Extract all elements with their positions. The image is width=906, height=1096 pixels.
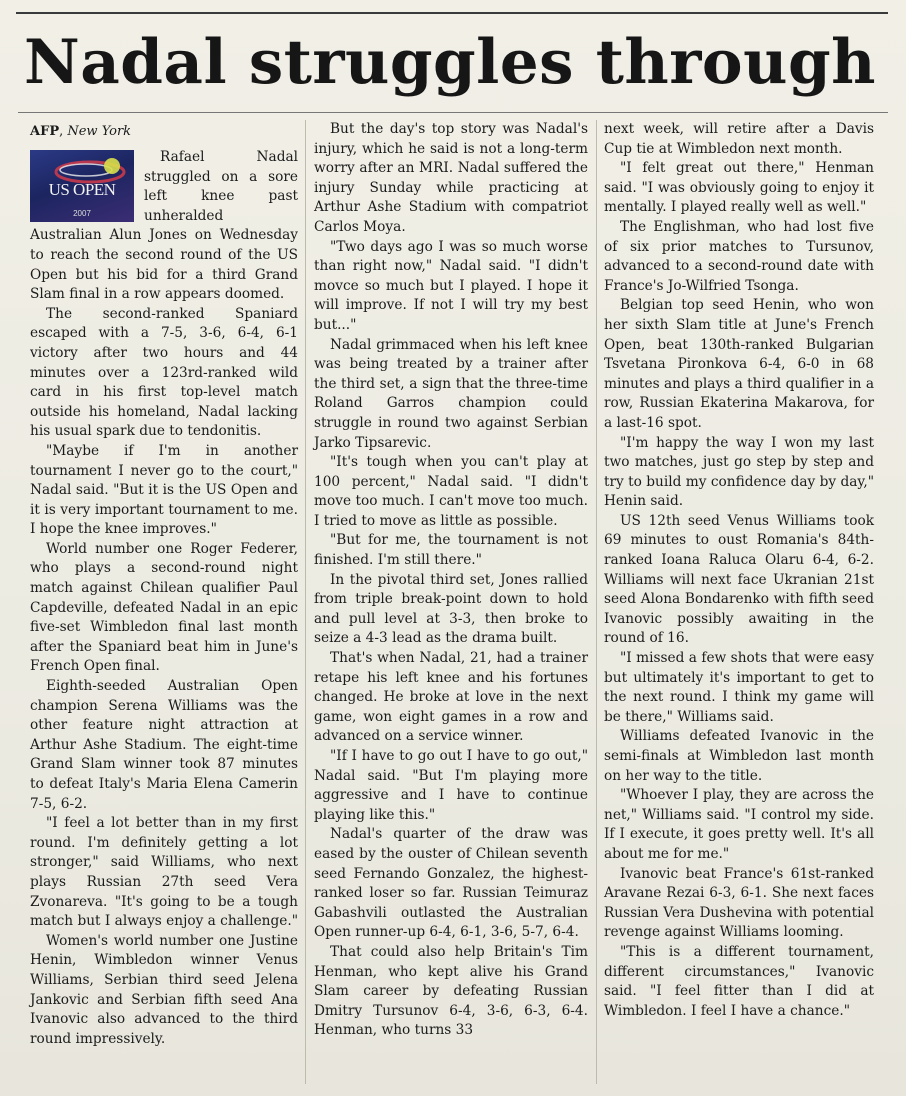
article-column-3 xyxy=(604,120,874,1021)
column-divider xyxy=(596,120,597,1084)
paragraph: Belgian top seed Henin, who won her sixth Slam title at June's French Open, beat 130th-ranked Bulgarian Tsvetana Pironkova 6-4, 6-0 in 68 minutes and plays a third qualifier in a row, Russian Ekaterina Makarova, for a last-16 spot. xyxy=(604,297,874,431)
byline xyxy=(30,124,298,140)
article-column-2 xyxy=(314,120,588,1041)
paragraph: "Maybe if I'm in another tournament I never go to the court," Nadal said. "But it is the US Open and it is very important tournament to me. I hope the knee improves." xyxy=(30,442,298,538)
paragraph: "It's tough when you can't play at 100 percent," Nadal said. "I didn't move too much. I can't move too much. I tried to move as little as possible. xyxy=(314,454,588,529)
headline: Nadal struggles through xyxy=(24,27,876,98)
logo-text: US OPEN xyxy=(48,180,116,199)
paragraph: Williams defeated Ivanovic in the semi-finals at Wimbledon last month on her way to the title. xyxy=(604,728,874,784)
article-column-1 xyxy=(30,120,298,1049)
paragraph: Women's world number one Justine Henin, Wimbledon winner Venus Williams, Serbian third seed Jelena Jankovic and Serbian fifth seed Ana Ivanovic also advanced to the third round impressively. xyxy=(30,932,298,1047)
paragraph: "I felt great out there," Henman said. "I was obviously going to enjoy it mentally. I played really well as well." xyxy=(604,160,874,216)
paragraph: "Two days ago I was so much worse than right now," Nadal said. "I didn't movce so much but I played. I hope it will improve. If not I will try my best but..." xyxy=(314,238,588,333)
paragraph: That could also help Britain's Tim Henman, who kept alive his Grand Slam career by defeating Russian Dmitry Tursunov 6-4, 3-6, 6-3, 6-4. Henman, who turns 33 xyxy=(314,943,588,1039)
top-rule xyxy=(16,12,888,14)
paragraph: "This is a different tournament, different circumstances," Ivanovic said. "I feel fitter than I did at Wimbledon. I feel I have a chance." xyxy=(604,943,874,1019)
paragraph: The Englishman, who had lost five of six prior matches to Tursunov, advanced to a second-round date with France's Jo-Wilfried Tsonga. xyxy=(604,218,874,294)
paragraph: "I feel a lot better than in my first round. I'm definitely getting a lot stronger," said Williams, who next plays Russian 27th seed Vera Zvonareva. "It's going to be a tough match but I always enjoy a challenge." xyxy=(30,815,298,930)
byline-place: New York xyxy=(67,124,132,139)
paragraph: Nadal grimmaced when his left knee was being treated by a trainer after the third set, a sign that the three-time Roland Garros champion could struggle in round two against Serbian Jarko Tipsarevic. xyxy=(314,336,588,451)
us-open-logo xyxy=(30,150,134,222)
paragraph: That's when Nadal, 21, had a trainer retape his left knee and his fortunes changed. He broke at love in the next game, won eight games in a row and advanced on a service winner. xyxy=(314,650,588,745)
headline-rule xyxy=(18,112,888,113)
paragraph: Ivanovic beat France's 61st-ranked Aravane Rezai 6-3, 6-1. She next faces Russian Vera Dushevina with potential revenge against Williams looming. xyxy=(604,865,874,941)
paragraph: "Whoever I play, they are across the net," Williams said. "I control my side. If I execute, it goes pretty well. It's all about me for me." xyxy=(604,787,874,862)
paragraph: next week, will retire after a Davis Cup tie at Wimbledon next month. xyxy=(604,121,874,157)
paragraph: "I missed a few shots that were easy but ultimately it's important to get to the next round. I think my game will be there," Williams said. xyxy=(604,650,874,725)
paragraph: "But for me, the tournament is not finished. I'm still there." xyxy=(314,532,588,569)
paragraph: "If I have to go out I have to go out," Nadal said. "But I'm playing more aggressive and I have to continue playing like this." xyxy=(314,748,588,823)
paragraph: Rafael Nadal struggled on a sore left knee past unheralded Australian Alun Jones on Wednesday to reach the second round of the US Open but his bid for a third Grand Slam final in a row appears doomed. xyxy=(30,149,298,303)
paragraph: In the pivotal third set, Jones rallied from triple break-point down to hold and pull level at 3-3, then broke to seize a 4-3 lead as the drama built. xyxy=(314,571,588,647)
paragraph: Nadal's quarter of the draw was eased by the ouster of Chilean seventh seed Fernando Gonzalez, the highest-ranked loser so far. Russian Teimuraz Gabashvili outlasted the Australian Open runner-up 6-4, 6-1, 3-6, 5-7, 6-4. xyxy=(314,826,588,941)
byline-agency: AFP xyxy=(30,124,60,139)
column-divider xyxy=(305,120,306,1084)
paragraph: World number one Roger Federer, who plays a second-round night match against Chilean qualifier Paul Capdeville, defeated Nadal in an epic five-set Wimbledon final last month after the Spaniard beat him in June's French Open final. xyxy=(30,540,298,675)
paragraph: The second-ranked Spaniard escaped with a 7-5, 3-6, 6-4, 6-1 victory after two hours and 44 minutes over a 123rd-ranked wild card in his first top-level match outside his homeland, Nadal lacking his usual spark due to tendonitis. xyxy=(30,305,298,440)
logo-year: 2007 xyxy=(73,209,91,218)
paragraph: US 12th seed Venus Williams took 69 minutes to oust Romania's 84th-ranked Ioana Raluca Olaru 6-4, 6-2. Williams will next face Ukranian 21st seed Alona Bondarenko with fifth seed Ivanovic possibly awaiting in the round of 16. xyxy=(604,512,874,647)
paragraph: But the day's top story was Nadal's injury, which he said is not a long-term worry after an MRI. Nadal suffered the injury Sunday while practicing at Arthur Ashe Stadium with compatriot Carlos Moya. xyxy=(314,121,588,235)
byline-separator: , xyxy=(59,124,68,139)
paragraph: "I'm happy the way I won my last two matches, just go step by step and try to build my confidence day by day," Henin said. xyxy=(604,434,874,510)
paragraph: Eighth-seeded Australian Open champion Serena Williams was the other feature night attraction at Arthur Ashe Stadium. The eight-time Grand Slam winner took 87 minutes to defeat Italy's Maria Elena Camerin 7-5, 6-2. xyxy=(30,678,298,812)
